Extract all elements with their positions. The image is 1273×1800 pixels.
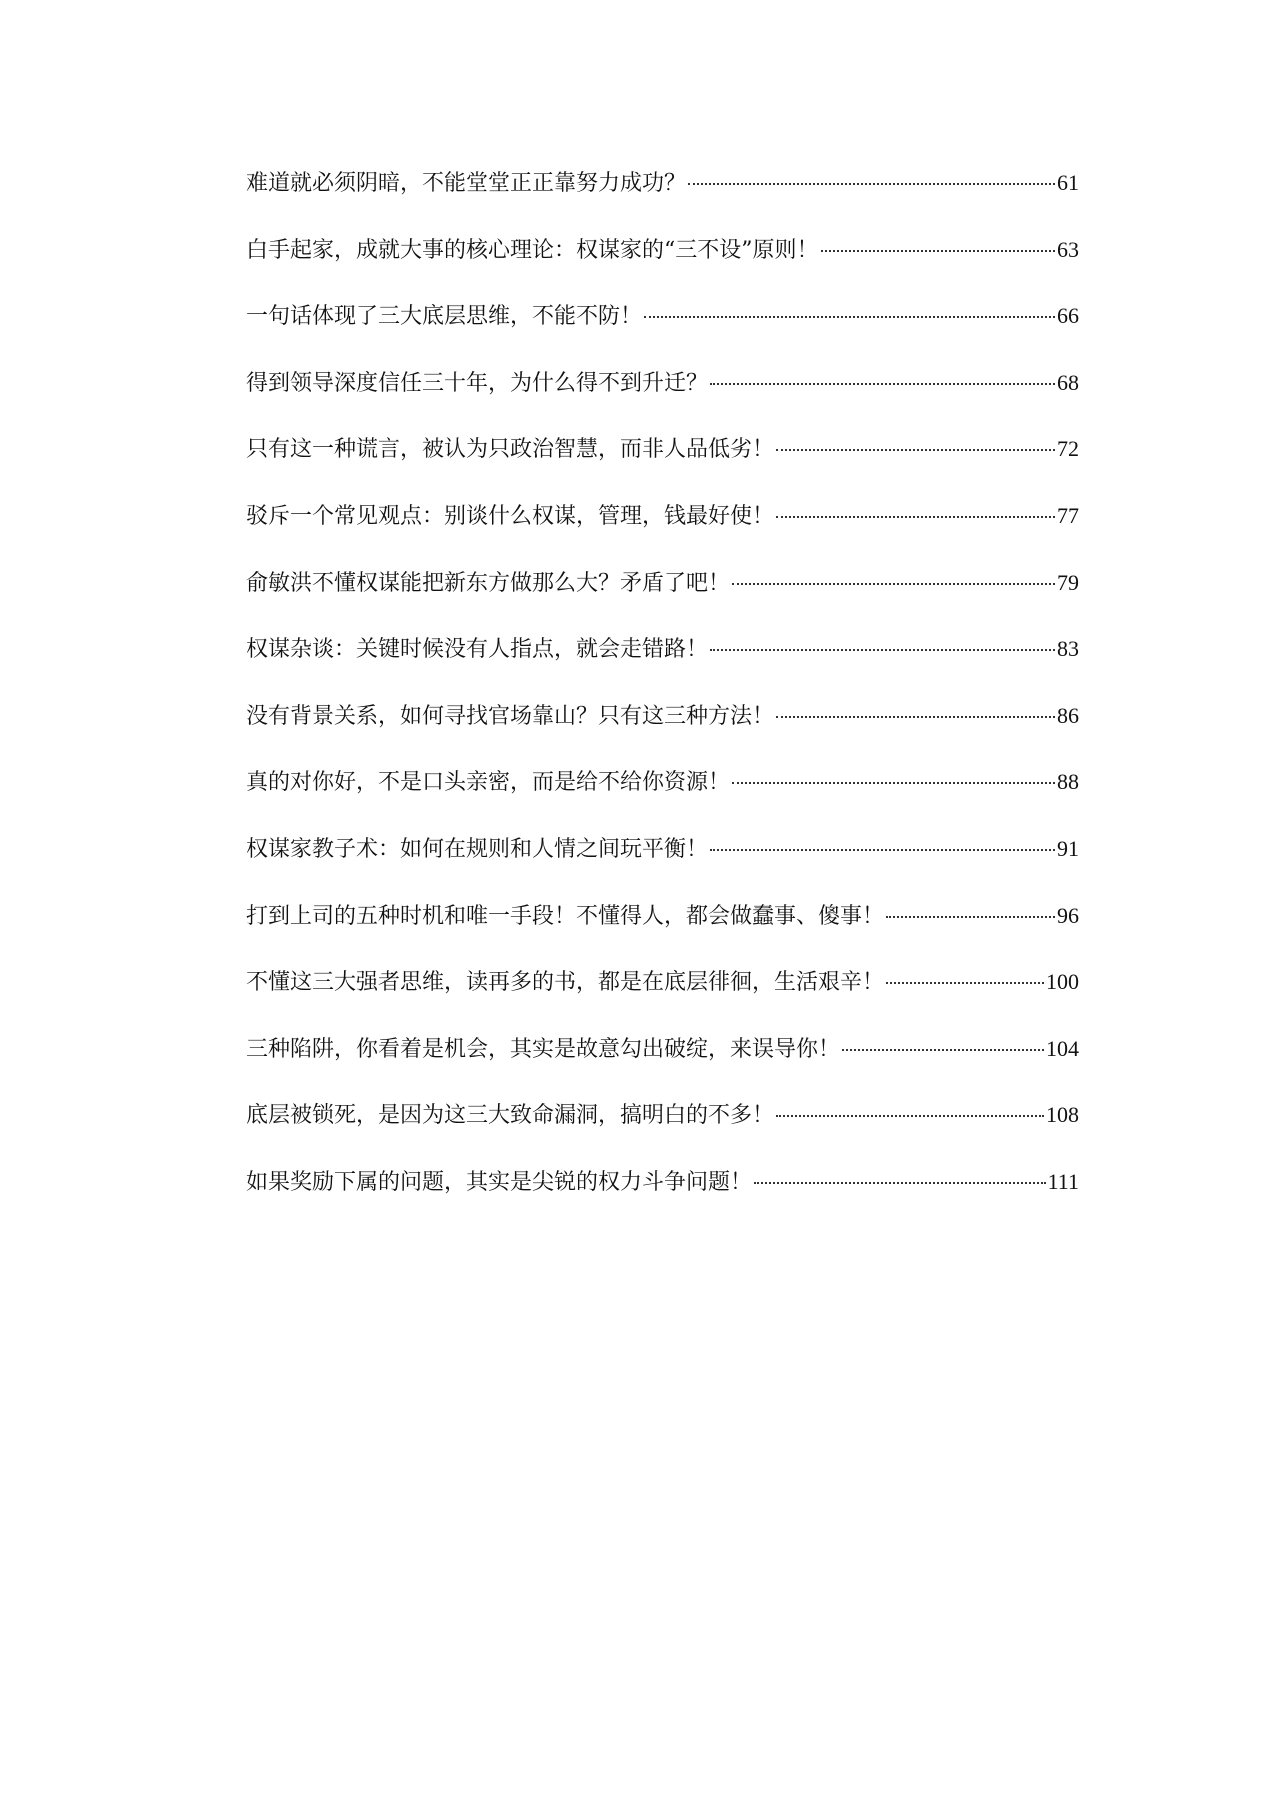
toc-entry-title: 难道就必须阴暗，不能堂堂正正靠努力成功？ [246, 171, 687, 196]
toc-dot-leader [886, 916, 1055, 918]
toc-dot-leader [710, 849, 1055, 851]
toc-entry [246, 701, 1079, 768]
toc-dot-leader [776, 1115, 1044, 1117]
toc-entry-title: 真的对你好，不是口头亲密，而是给不给你资源！ [246, 770, 731, 796]
toc-dot-leader [644, 316, 1055, 318]
toc-entry [246, 901, 1079, 968]
toc-entry [246, 301, 1079, 368]
toc-entry [246, 1034, 1079, 1101]
toc-page-number: 111 [1047, 1168, 1079, 1194]
toc-entry-title: 只有这一种谎言，被认为只政治智慧，而非人品低劣！ [246, 437, 775, 463]
toc-page-number: 86 [1057, 702, 1079, 728]
toc-dot-leader [821, 250, 1056, 252]
toc-page-number: 104 [1046, 1035, 1079, 1061]
toc-page-number: 100 [1046, 969, 1079, 995]
toc-dot-leader [732, 583, 1055, 585]
toc-entry-title: 底层被锁死，是因为这三大致命漏洞，搞明白的不多！ [246, 1103, 775, 1129]
toc-dot-leader [776, 516, 1055, 518]
toc-entry-title: 白手起家，成就大事的核心理论：权谋家的“三不设”原则！ [246, 237, 819, 263]
toc-entry-title: 权谋家教子术：如何在规则和人情之间玩平衡！ [246, 836, 709, 862]
toc-entry-title: 三种陷阱，你看着是机会，其实是故意勾出破绽，来误导你！ [246, 1036, 841, 1062]
toc-entry-title: 如果奖励下属的问题，其实是尖锐的权力斗争问题！ [246, 1169, 753, 1195]
toc-dot-leader [754, 1182, 1046, 1184]
toc-page-number: 83 [1057, 636, 1079, 662]
toc-entry-title: 没有背景关系，如何寻找官场靠山？只有这三种方法！ [246, 703, 775, 729]
toc-page-number: 91 [1057, 835, 1079, 861]
toc-dot-leader [776, 716, 1055, 718]
toc-page-number: 77 [1057, 502, 1079, 528]
toc-entry [246, 1167, 1079, 1234]
toc-page-number: 61 [1057, 170, 1079, 195]
toc-entry-title: 打到上司的五种时机和唯一手段！不懂得人，都会做蠢事、傻事！ [246, 903, 885, 929]
toc-dot-leader [886, 982, 1044, 984]
toc-page-number: 88 [1057, 769, 1079, 795]
toc-dot-leader [688, 183, 1055, 185]
toc-page-number: 72 [1057, 436, 1079, 462]
toc-dot-leader [732, 782, 1055, 784]
toc-dot-leader [776, 449, 1055, 451]
toc-entry [246, 501, 1079, 568]
toc-entry-title: 得到领导深度信任三十年，为什么得不到升迁？ [246, 370, 709, 396]
toc-entry [246, 434, 1079, 501]
toc-dot-leader [710, 649, 1055, 651]
toc-entry [246, 967, 1079, 1034]
toc-entry [246, 1100, 1079, 1167]
toc-entry [246, 235, 1079, 302]
toc-entry [246, 834, 1079, 901]
toc-dot-leader [710, 383, 1055, 385]
toc-entry [246, 168, 1079, 235]
toc-entry [246, 634, 1079, 701]
toc-entry-title: 不懂这三大强者思维，读再多的书，都是在底层徘徊，生活艰辛！ [246, 970, 885, 996]
toc-entry-title: 俞敏洪不懂权谋能把新东方做那么大？矛盾了吧！ [246, 570, 731, 596]
table-of-contents [246, 168, 1079, 1234]
toc-page-number: 63 [1057, 236, 1079, 262]
toc-entry-title: 权谋杂谈：关键时候没有人指点，就会走错路！ [246, 637, 709, 663]
toc-dot-leader [842, 1049, 1044, 1051]
toc-entry [246, 568, 1079, 635]
toc-page-number: 96 [1057, 902, 1079, 928]
toc-page-number: 68 [1057, 369, 1079, 395]
toc-entry-title: 一句话体现了三大底层思维，不能不防！ [246, 304, 643, 330]
toc-entry [246, 368, 1079, 435]
toc-page-number: 66 [1057, 303, 1079, 329]
toc-page-number: 79 [1057, 569, 1079, 595]
toc-entry-title: 驳斥一个常见观点：别谈什么权谋，管理，钱最好使！ [246, 503, 775, 529]
toc-page-number: 108 [1046, 1102, 1079, 1128]
toc-entry [246, 767, 1079, 834]
